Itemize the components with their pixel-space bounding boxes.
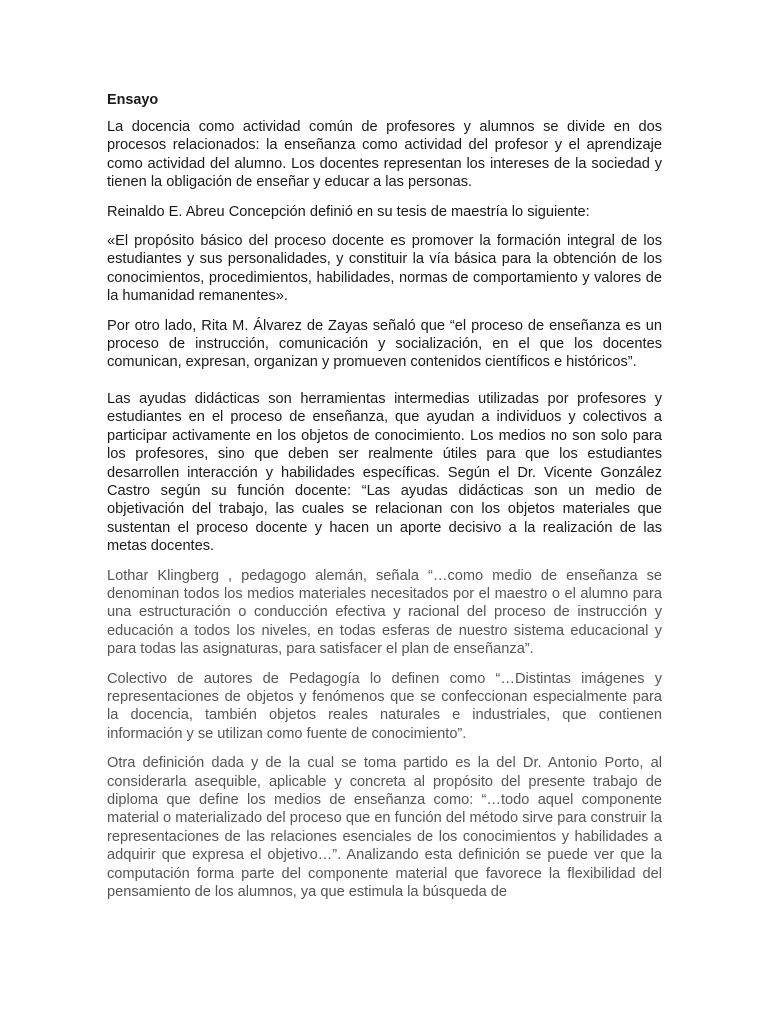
paragraph-alvarez: Por otro lado, Rita M. Álvarez de Zayas señaló que “el proceso de enseñanza es un proceso de instrucción, comunicación y socialización, en el que los docentes comunican, expresan, organizan y promueven contenidos científicos e históricos”. (107, 317, 662, 371)
paragraph-intro: La docencia como actividad común de profesores y alumnos se divide en dos procesos relacionados: la enseñanza como actividad del profesor y el aprendizaje como actividad del alumno. Los docentes representan los intereses de la sociedad y tienen la obligación de enseñar y educar a las personas. (107, 119, 662, 191)
document-page (107, 91, 662, 1024)
paragraph-porto: Otra definición dada y de la cual se toma partido es la del Dr. Antonio Porto, al considerarla asequible, aplicable y concreta al propósito del presente trabajo de diploma que define los medios de enseñanza como: “…todo aquel componente material o materializado del proceso que en función del método sirve para construir la representaciones de las relaciones esenciales de los conocimientos y habilidades a adquirir que expresa el objetivo…”. Analizando esta definición se puede ver que la computación forma parte del componente material que favorece la flexibilidad del pensamiento de los alumnos, ya que estimula la búsqueda de (107, 755, 662, 901)
paragraph-ayudas-didacticas: Las ayudas didácticas son herramientas intermedias utilizadas por profesores y estudiantes en el proceso de enseñanza, que ayudan a individuos y colectivos a participar activamente en los objetos de conocimiento. Los medios no son solo para los profesores, sino que deben ser realmente útiles para que los estudiantes desarrollen interacción y habilidades específicas. Según el Dr. Vicente González Castro según su función docente: “Las ayudas didácticas son un medio de objetivación del trabajo, las cuales se relacionan con los objetos materiales que sustentan el proceso docente y hacen un aporte decisivo a la realización de las metas docentes. (107, 390, 662, 555)
paragraph-colectivo: Colectivo de autores de Pedagogía lo definen como “…Distintas imágenes y representaciones de objetos y fenómenos que se confeccionan especialmente para la docencia, también objetos reales naturales e industriales, que contienen información y se utilizan como fuente de conocimiento”. (107, 670, 662, 742)
paragraph-abreu-intro: Reinaldo E. Abreu Concepción definió en su tesis de maestría lo siguiente: (107, 203, 590, 220)
paragraph-klingberg: Lothar Klingberg , pedagogo alemán, señala “…como medio de enseñanza se denominan todos los medios materiales necesitados por el maestro o el alumno para una estructuración o conducción efectiva y racional del proceso de instrucción y educación a todos los niveles, en todas esferas de nuestro sistema educacional y para todas las asignaturas, para satisfacer el plan de enseñanza”. (107, 567, 662, 658)
document-title: Ensayo (107, 92, 159, 108)
paragraph-abreu-quote: «El propósito básico del proceso docente es promover la formación integral de los estudiantes y sus personalidades, y constituir la vía básica para la obtención de los conocimientos, procedimientos, habilidades, normas de comportamiento y valores de la humanidad remanentes». (107, 233, 662, 305)
